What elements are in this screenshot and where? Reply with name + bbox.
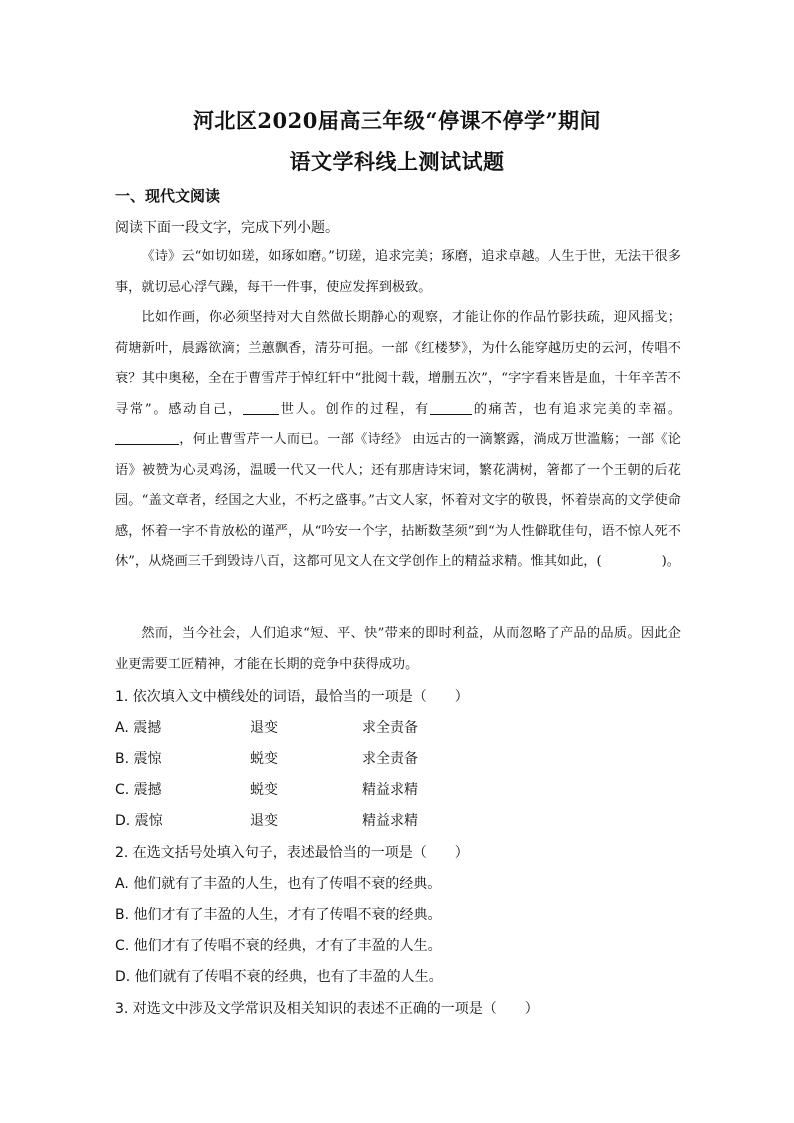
passage-paragraph-3: 然而，当今社会，人们追求“短、平、快”带来的即时利益，从而忽略了产品的品质。因此企业更需要工匠精神，才能在长期的竞争中获得成功。 [115, 626, 681, 672]
question-2-option-d: D. 他们就有了传唱不衰的经典，也有了丰盈的人生。 [115, 969, 443, 985]
option-word: 退变 [250, 720, 278, 736]
option-word: C. 震撼 [115, 782, 162, 798]
option-word: 求全责备 [362, 720, 418, 736]
reading-instruction: 阅读下面一段文字，完成下列小题。 [115, 220, 339, 236]
question-1-option-b [115, 748, 715, 768]
option-word: B. 震惊 [115, 751, 162, 767]
question-2-stem: 2. 在选文括号处填入句子，表述最恰当的一项是（ ） [115, 845, 469, 861]
option-word: 求全责备 [362, 751, 418, 767]
answer-blank-2 [430, 400, 472, 415]
option-word: 退变 [250, 813, 278, 829]
question-1-option-a [115, 717, 715, 737]
question-1-stem: 1. 依次填入文中横线处的词语，最恰当的一项是（ ） [115, 689, 469, 705]
exam-subtitle: 语文学科线上测试试题 [289, 149, 505, 174]
option-word: 精益求精 [362, 782, 418, 798]
question-2-option-c: C. 他们才有了传唱不衰的经典，才有了丰盈的人生。 [115, 938, 442, 954]
passage-text: 世人。创作的过程，有 [278, 401, 430, 417]
question-3-stem: 3. 对选文中涉及文学常识及相关知识的表述不正确的一项是（ ） [115, 1001, 539, 1017]
question-2-option-b: B. 他们才有了丰盈的人生，才有了传唱不衰的经典。 [115, 907, 442, 923]
option-word: A. 震撼 [115, 720, 162, 736]
passage-text: 的痛苦，也有追求完美的幸福。 [471, 401, 682, 417]
option-word: 精益求精 [362, 813, 418, 829]
option-word: 蜕变 [250, 782, 278, 798]
passage-text: )。 [661, 554, 680, 569]
option-word: 蜕变 [250, 751, 278, 767]
question-2-option-a: A. 他们就有了丰盈的人生，也有了传唱不衰的经典。 [115, 876, 442, 892]
passage-text: 比如作画，你必须坚持对大自然做长期静心的观察，才能让你的作品竹影扶疏，迎风摇戈；荷塘新叶，晨露欲滴；兰蕙飘香，清芬可挹。一部《红楼梦》，为什么能穿越历史的云河，传唱不衰？其中奥秘，全在于曹雪芹于悼红轩中“批阅十载，增删五次”，“字字看来皆是血，十年辛苦不寻常”。感动自己， [115, 310, 681, 417]
option-word: D. 震惊 [115, 813, 163, 829]
passage-paragraph-1: 《诗》云“如切如瑳，如琢如磨。”切瑳，追求完美；琢磨，追求卓越。人生于世，无法干很多事，就切忌心浮气躁，每干一件事，使应发挥到极致。 [115, 249, 681, 295]
answer-blank-1 [243, 400, 279, 415]
answer-blank-3 [115, 430, 179, 445]
section-heading: 一、现代文阅读 [115, 187, 221, 205]
question-1-option-c [115, 779, 715, 799]
question-1-option-d [115, 810, 715, 830]
passage-paragraph-2 [115, 303, 681, 578]
exam-title: 河北区2020届高三年级“停课不停学”期间 [192, 108, 602, 133]
passage-text: ，何止曹雪芹一人而已。一部《诗经》 由远古的一滴繁露，淌成万世滥觞；一部《论语》被赞为心灵鸡汤，温暖一代又一代人；还有那唐诗宋词，繁花满树，箸都了一个王朝的后花园。“盖文章者，经国之大业，不朽之盛事。”古文人家，怀着对文字的敬畏，怀着崇高的文学使命感，怀着一字不肯放松的谨严，从“吟安一个字，拈断数茎须”到“为人性僻耽佳句，语不惊人死不休”，从烧画三千到毁诗八百，这都可见文人在文学创作上的精益求精。惟其如此，( [115, 432, 681, 569]
